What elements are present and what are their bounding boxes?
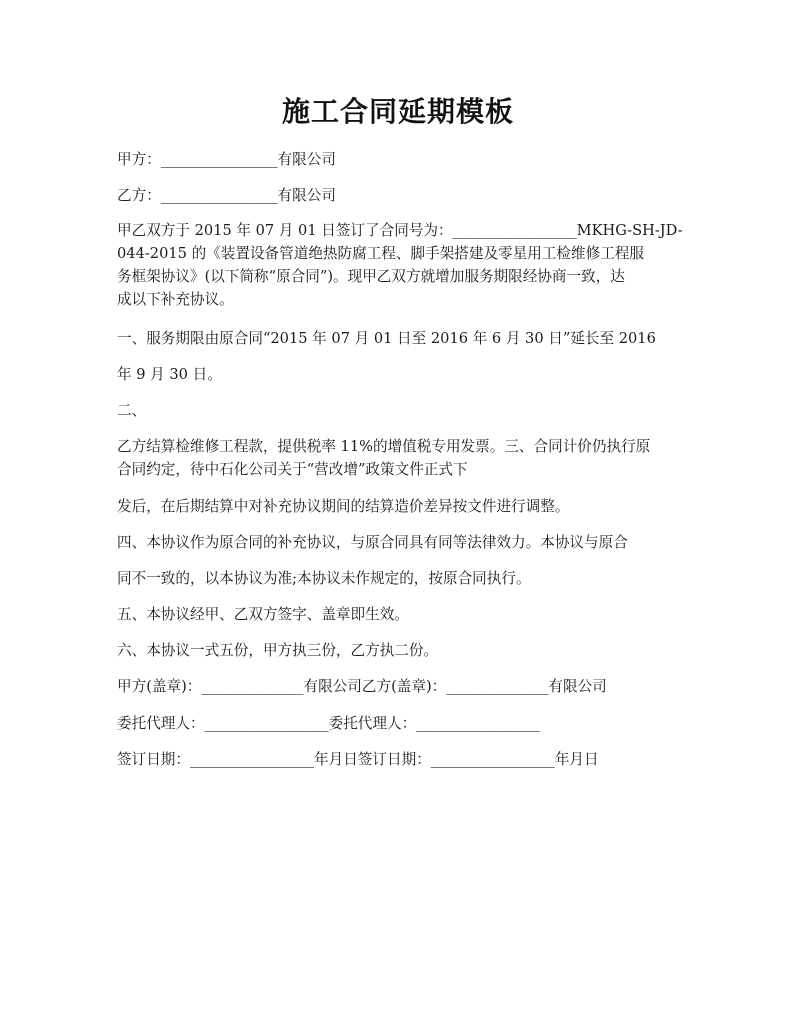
clause-1-line-2: 年 9 月 30 日。: [117, 366, 222, 383]
clause-4-line-2: 同不一致的，以本协议为准;本协议未作规定的，按原合同执行。: [117, 570, 531, 587]
seal-line: 甲方(盖章)：______________有限公司乙方(盖章)：______________有限公司: [117, 678, 607, 695]
clause-6: 六、本协议一式五份，甲方执三份，乙方执二份。: [117, 642, 439, 659]
intro-line-3: 务框架协议》(以下简称“原合同”)。现甲乙双方就增加服务期限经协商一致，达: [117, 268, 625, 285]
clause-5: 五、本协议经甲、乙双方签字、盖章即生效。: [117, 606, 409, 623]
document-title: 施工合同延期模板: [281, 95, 514, 128]
date-line: 签订日期：_________________年月日签订日期：_________________年月日: [117, 751, 599, 768]
intro-line-4: 成以下补充协议。: [117, 291, 234, 308]
clause-1-line-1: 一、服务期限由原合同“2015 年 07 月 01 日至 2016 年 6 月 30 日”延长至 2016: [117, 330, 656, 347]
clause-4-line-1: 四、本协议作为原合同的补充协议，与原合同具有同等法律效力。本协议与原合: [117, 534, 628, 551]
intro-line-1: 甲乙双方于 2015 年 07 月 01 日签订了合同号为：_________________MKHG-SH-JD-: [117, 222, 683, 239]
clause-3-continuation: 发后，在后期结算中对补充协议期间的结算造价差异按文件进行调整。: [117, 498, 570, 515]
clause-2-line-1: 乙方结算检维修工程款，提供税率 11%的增值税专用发票。三、合同计价仍执行原: [117, 438, 651, 455]
agent-line: 委托代理人：_________________委托代理人：_________________: [117, 715, 541, 732]
party-b-line: 乙方：________________有限公司: [117, 187, 336, 204]
intro-line-2: 044-2015 的《装置设备管道绝热防腐工程、脚手架搭建及零星用工检维修工程服: [117, 245, 644, 262]
clause-2-line-2: 合同约定，待中石化公司关于“营改增”政策文件正式下: [117, 461, 468, 478]
clause-2-heading: 二、: [117, 402, 147, 419]
party-a-line: 甲方：________________有限公司: [117, 151, 336, 168]
